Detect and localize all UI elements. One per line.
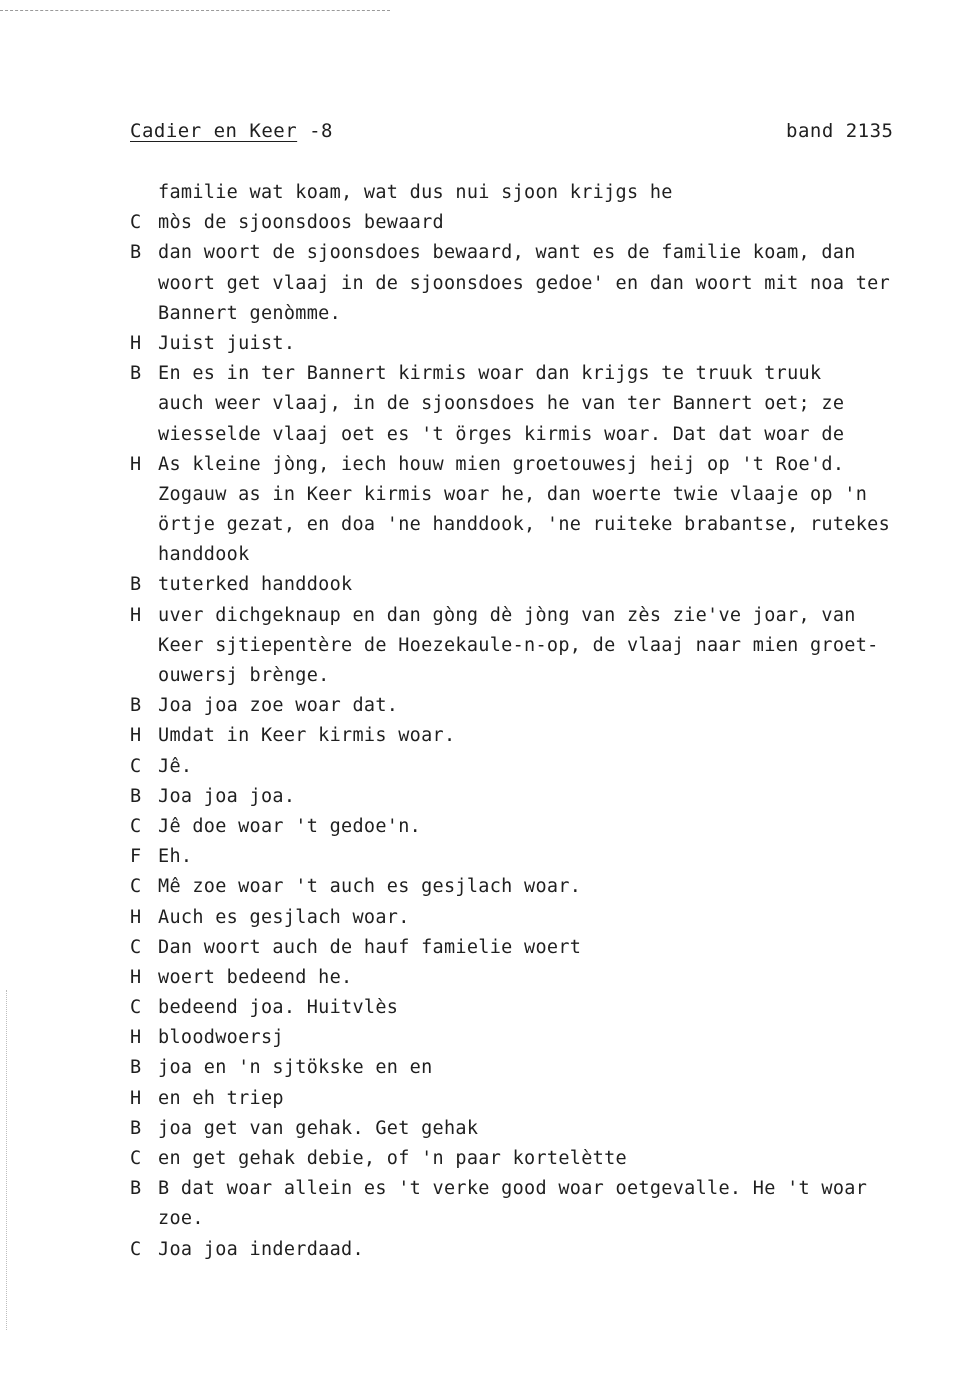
transcript-line bbox=[130, 480, 950, 510]
transcript-line bbox=[130, 1053, 950, 1083]
utterance-text: handdook bbox=[158, 544, 250, 566]
utterance-text: Mê zoe woar 't auch es gesjlach woar. bbox=[158, 876, 582, 898]
speaker-label: C bbox=[130, 755, 142, 777]
utterance-text: woert bedeend he. bbox=[158, 966, 353, 988]
transcript-line bbox=[130, 238, 950, 268]
utterance-text: woort get vlaaj in de sjoonsdoes gedoe' en dan woort mit noa ter bbox=[158, 272, 891, 294]
utterance-text: mòs de sjoonsdoos bewaard bbox=[158, 212, 444, 234]
speaker-label: C bbox=[130, 1148, 142, 1169]
page-header-title bbox=[130, 120, 333, 142]
utterance-text: ouwersj brènge. bbox=[158, 665, 330, 686]
transcript-line bbox=[130, 1114, 950, 1144]
utterance-text: örtje gezat, en doa 'ne handdook, 'ne ruiteke brabantse, rutekes bbox=[158, 514, 891, 536]
margin-marks bbox=[6, 990, 11, 1330]
transcript-line bbox=[130, 570, 950, 600]
speaker-label: H bbox=[130, 453, 142, 475]
speaker-label: B bbox=[130, 1117, 142, 1139]
utterance-text: Zogauw as in Keer kirmis woar he, dan woerte twie vlaaje op 'n bbox=[158, 483, 868, 505]
speaker-label: C bbox=[130, 1238, 142, 1260]
utterance-text: Joa joa joa. bbox=[158, 785, 296, 807]
transcript-line bbox=[130, 661, 950, 691]
transcript-line bbox=[130, 721, 950, 751]
transcript-line bbox=[130, 872, 950, 902]
speaker-label: B bbox=[130, 695, 142, 717]
utterance-text: Juist juist. bbox=[158, 332, 296, 354]
header-title: Cadier en Keer bbox=[130, 120, 298, 142]
transcript-line bbox=[130, 329, 950, 359]
band-number: band 2135 bbox=[786, 120, 894, 142]
transcript-line bbox=[130, 540, 950, 570]
utterance-text: en get gehak debie, of 'n paar kortelètte bbox=[158, 1148, 627, 1169]
transcript-line bbox=[130, 842, 950, 872]
transcript-line bbox=[130, 359, 950, 389]
transcript-line bbox=[130, 1174, 950, 1204]
transcript-line bbox=[130, 450, 950, 480]
utterance-text: en eh triep bbox=[158, 1087, 284, 1109]
utterance-text: joa en 'n sjtökske en en bbox=[158, 1057, 433, 1079]
speaker-label: C bbox=[130, 997, 142, 1019]
transcript-line bbox=[130, 208, 950, 238]
speaker-label: B bbox=[130, 1057, 142, 1079]
utterance-text: Jê. bbox=[158, 755, 193, 777]
speaker-label: B bbox=[130, 574, 142, 596]
utterance-text: Bannert genòmme. bbox=[158, 302, 342, 324]
transcript-line bbox=[130, 1084, 950, 1114]
utterance-text: Eh. bbox=[158, 846, 193, 868]
transcript-line bbox=[130, 178, 950, 208]
speaker-label: H bbox=[130, 966, 142, 988]
utterance-text: wiesselde vlaaj oet es 't örges kirmis woar. Dat dat woar de bbox=[158, 423, 845, 445]
utterance-text: uver dichgeknaup en dan gòng dè jòng van zès zie've joar, van bbox=[158, 604, 856, 626]
speaker-label: B bbox=[130, 1178, 142, 1200]
speaker-label: H bbox=[130, 332, 142, 354]
transcript-line bbox=[130, 963, 950, 993]
header-page-number: -8 bbox=[297, 120, 333, 142]
speaker-label: C bbox=[130, 936, 142, 958]
utterance-text: En es in ter Bannert kirmis woar dan krijgs te truuk truuk bbox=[158, 363, 822, 385]
utterance-text: B dat woar allein es 't verke good woar oetgevalle. He 't woar bbox=[158, 1178, 868, 1200]
speaker-label: H bbox=[130, 604, 142, 626]
utterance-text: bloodwoersj bbox=[158, 1027, 284, 1049]
transcript-line bbox=[130, 1144, 950, 1174]
utterance-text: tuterked handdook bbox=[158, 574, 353, 596]
transcript-line bbox=[130, 1023, 950, 1053]
utterance-text: zoe. bbox=[158, 1208, 204, 1230]
speaker-label: B bbox=[130, 363, 142, 385]
utterance-text: familie wat koam, wat dus nui sjoon krijgs he bbox=[158, 182, 673, 203]
speaker-label: C bbox=[130, 212, 142, 234]
speaker-label: C bbox=[130, 815, 142, 837]
utterance-text: Jê doe woar 't gedoe'n. bbox=[158, 815, 422, 837]
speaker-label: H bbox=[130, 1087, 142, 1109]
speaker-label: H bbox=[130, 1027, 142, 1049]
transcript-line bbox=[130, 1235, 950, 1265]
speaker-label: H bbox=[130, 906, 142, 928]
transcript-line bbox=[130, 299, 950, 329]
utterance-text: Joa joa zoe woar dat. bbox=[158, 695, 399, 717]
transcript-line bbox=[130, 420, 950, 450]
transcript-line bbox=[130, 993, 950, 1023]
utterance-text: Umdat in Keer kirmis woar. bbox=[158, 725, 456, 747]
utterance-text: auch weer vlaaj, in de sjoonsdoes he van ter Bannert oet; ze bbox=[158, 393, 845, 415]
transcript-line bbox=[130, 752, 950, 782]
transcript-line bbox=[130, 782, 950, 812]
transcript-line bbox=[130, 269, 950, 299]
transcript-line bbox=[130, 691, 950, 721]
transcript-line bbox=[130, 601, 950, 631]
transcript-line bbox=[130, 812, 950, 842]
utterance-text: As kleine jòng, iech houw mien groetouwesj heij op 't Roe'd. bbox=[158, 453, 845, 475]
transcript-line bbox=[130, 389, 950, 419]
utterance-text: bedeend joa. Huitvlès bbox=[158, 997, 399, 1019]
utterance-text: Joa joa inderdaad. bbox=[158, 1238, 364, 1260]
utterance-text: joa get van gehak. Get gehak bbox=[158, 1117, 479, 1139]
top-edge-rule bbox=[0, 0, 390, 11]
utterance-text: dan woort de sjoonsdoes bewaard, want es de familie koam, dan bbox=[158, 242, 856, 264]
transcript-line bbox=[130, 631, 950, 661]
transcript-line bbox=[130, 933, 950, 963]
utterance-text: Dan woort auch de hauf famielie woert bbox=[158, 936, 582, 958]
utterance-text: Auch es gesjlach woar. bbox=[158, 906, 410, 928]
speaker-label: F bbox=[130, 846, 142, 868]
transcript-line bbox=[130, 1204, 950, 1234]
transcript-line bbox=[130, 903, 950, 933]
speaker-label: B bbox=[130, 785, 142, 807]
transcript-line bbox=[130, 510, 950, 540]
transcript-body bbox=[130, 178, 950, 1265]
speaker-label: B bbox=[130, 242, 142, 264]
utterance-text: Keer sjtiepentère de Hoezekaule-n-op, de vlaaj naar mien groet- bbox=[158, 634, 879, 656]
speaker-label: C bbox=[130, 876, 142, 898]
speaker-label: H bbox=[130, 725, 142, 747]
